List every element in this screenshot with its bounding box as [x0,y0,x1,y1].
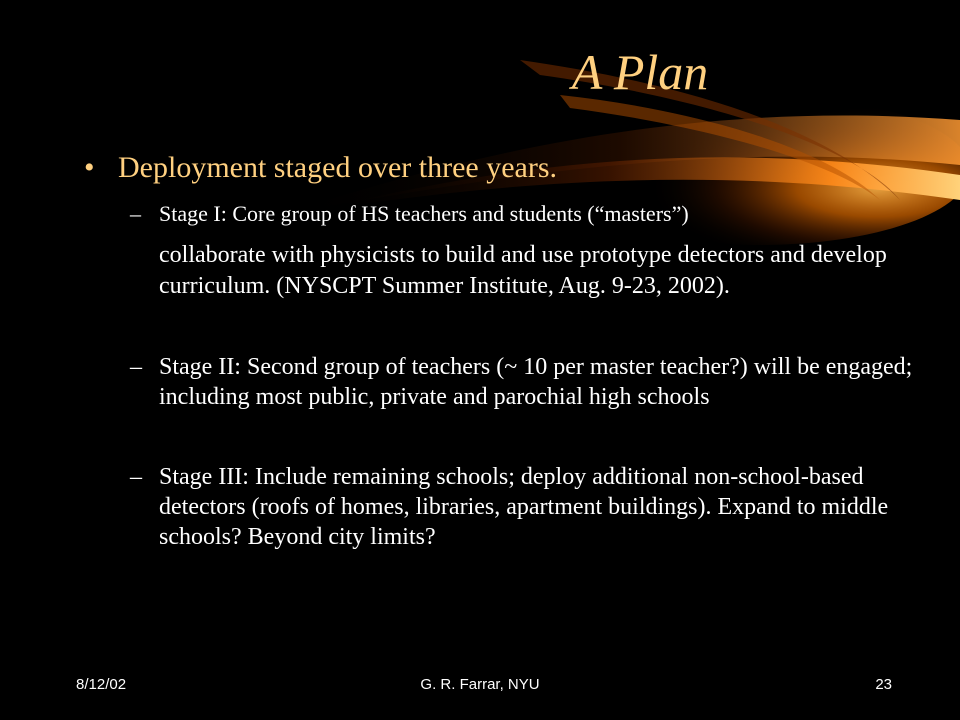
main-bullet-text: Deployment staged over three years. [118,151,557,184]
stage-2-text: Stage II: Second group of teachers (~ 10 per master teacher?) will be engaged; including most public, private and parochial high schools [159,354,913,410]
slide-title: A Plan [571,44,709,100]
stage-2-dash: – [130,354,142,380]
stage-3-dash: – [130,464,142,490]
stage-3-text: Stage III: Include remaining schools; deploy additional non-school-based detectors (roofs of homes, libraries, apartment buildings). Expand to middle schools? Beyond city limits? [159,464,889,550]
footer-date: 8/12/02 [76,676,127,693]
stage-1-heading-text: Stage I: Core group of HS teachers and students (“masters”) [159,201,689,226]
stage-1-dash: – [130,201,141,226]
footer-author: G. R. Farrar, NYU [420,676,540,693]
stage-3 [130,462,945,552]
bullet-dot: • [84,151,95,184]
stage-1-continuation: collaborate with physicists to build and use prototype detectors and develop curriculum. (NYSCPT Summer Institute, Aug. 9-23, 2002). [159,242,887,300]
footer-page-number: 23 [875,676,892,693]
stage-2 [130,352,945,412]
stage-1-heading [130,200,945,228]
